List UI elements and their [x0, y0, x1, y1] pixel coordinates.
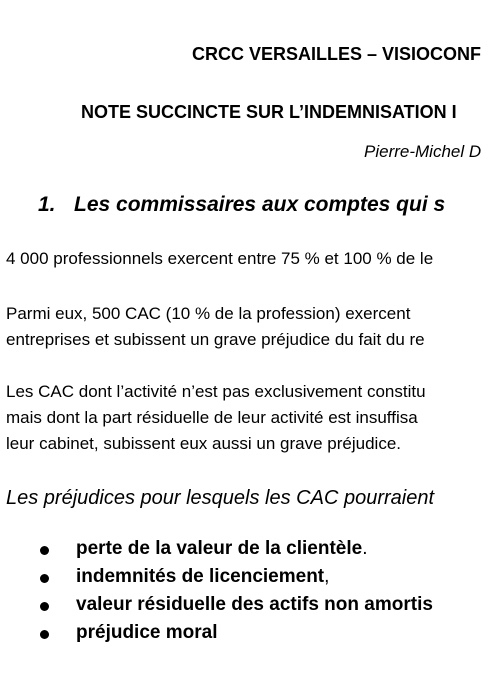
paragraph-2-line-2: entreprises et subissent un grave préjudice du fait du re [6, 330, 425, 349]
bullet-icon [40, 546, 49, 555]
section-heading-text: Les commissaires aux comptes qui s [74, 193, 446, 216]
paragraph-3-line-1: Les CAC dont l’activité n’est pas exclusivement constitu [6, 382, 426, 401]
paragraph-1: 4 000 professionnels exercent entre 75 % et 100 % de le [6, 249, 434, 268]
list-item-text: préjudice moral [76, 622, 218, 643]
bullet-icon [40, 630, 49, 639]
prejudices-subheading: Les préjudices pour lesquels les CAC pourraient [6, 487, 435, 509]
document-author: Pierre-Michel D [364, 142, 482, 161]
document-title: CRCC VERSAILLES – VISIOCONF [192, 44, 482, 64]
bullet-icon [40, 602, 49, 611]
paragraph-3-line-2: mais dont la part résiduelle de leur activité est insuffisa [6, 408, 418, 427]
section-heading [38, 193, 445, 217]
paragraph-3-line-3: leur cabinet, subissent eux aussi un grave préjudice. [6, 434, 402, 453]
bullet-icon [40, 574, 49, 583]
document-subtitle: NOTE SUCCINCTE SUR L’INDEMNISATION I [81, 102, 457, 122]
list-item-punctuation: . [362, 538, 368, 559]
section-number: 1. [38, 193, 56, 216]
list-item-text: indemnités de licenciement [76, 566, 325, 587]
paragraph-2-line-1: Parmi eux, 500 CAC (10 % de la profession) exercent [6, 304, 411, 323]
list-item-text: perte de la valeur de la clientèle [76, 538, 363, 559]
list-item-punctuation: , [324, 566, 330, 587]
list-item-text: valeur résiduelle des actifs non amortis [76, 594, 433, 615]
